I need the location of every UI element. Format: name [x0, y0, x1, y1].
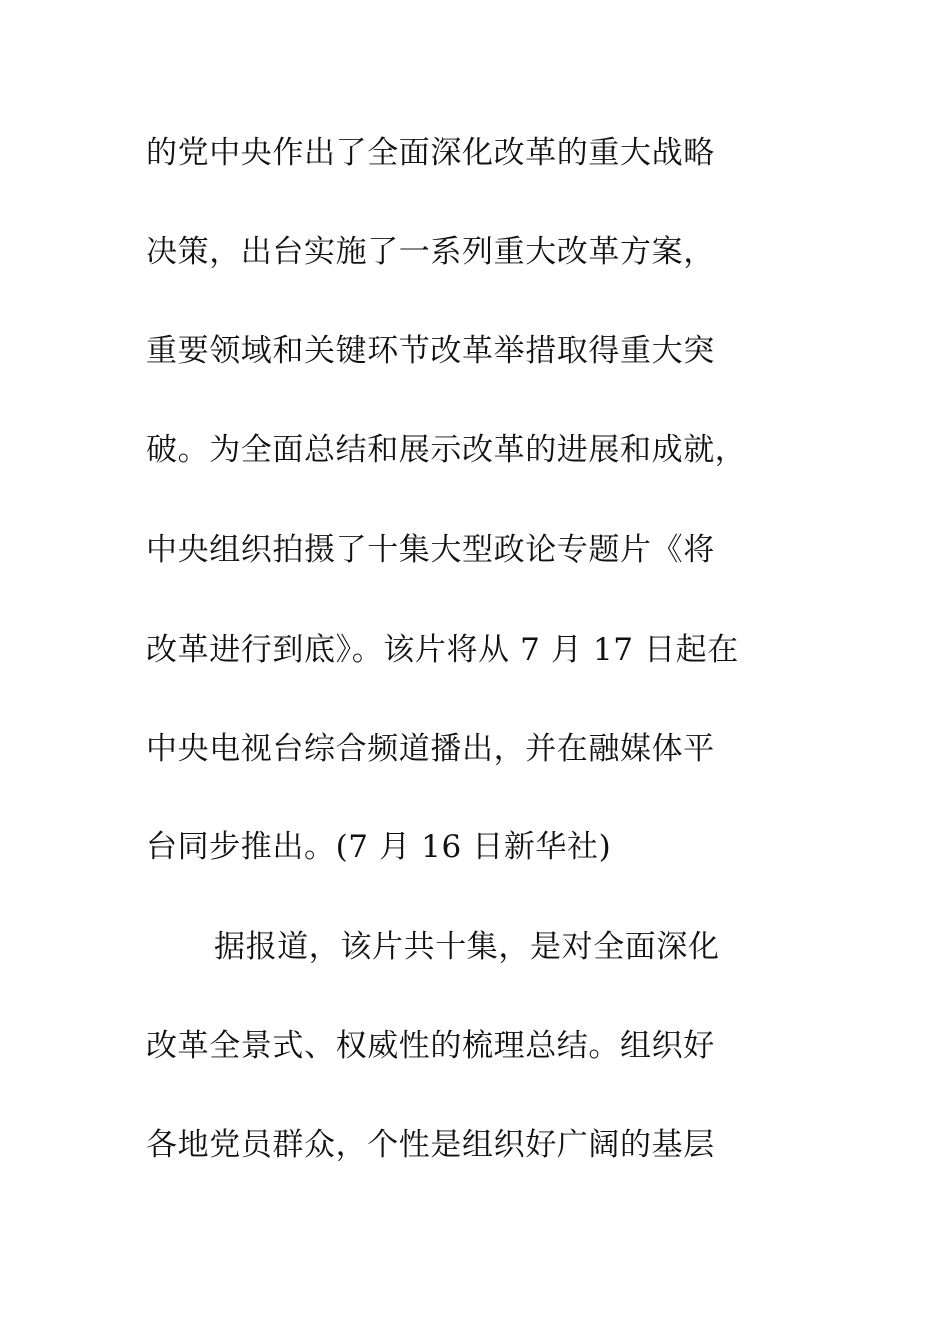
text-line: 各地党员群众，个性是组织好广阔的基层: [146, 1127, 715, 1163]
text-line: 重要领域和关键环节改革举措取得重大突: [146, 333, 715, 369]
text-line: 台同步推出。(7 月 16 日新华社): [146, 829, 612, 865]
text-line: 决策，出台实施了一系列重大改革方案，: [146, 234, 715, 270]
text-line: 改革全景式、权威性的梳理总结。组织好: [146, 1028, 715, 1064]
text-line: 的党中央作出了全面深化改革的重大战略: [146, 135, 715, 171]
text-line: 破。为全面总结和展示改革的进展和成就，: [146, 432, 747, 468]
text-line: 中央电视台综合频道播出，并在融媒体平: [146, 731, 715, 767]
text-line: 改革进行到底》。该片将从 7 月 17 日起在: [146, 632, 739, 668]
text-line: 中央组织拍摄了十集大型政论专题片《将: [146, 532, 715, 568]
paragraph-start-line: 据报道，该片共十集，是对全面深化: [214, 929, 720, 965]
